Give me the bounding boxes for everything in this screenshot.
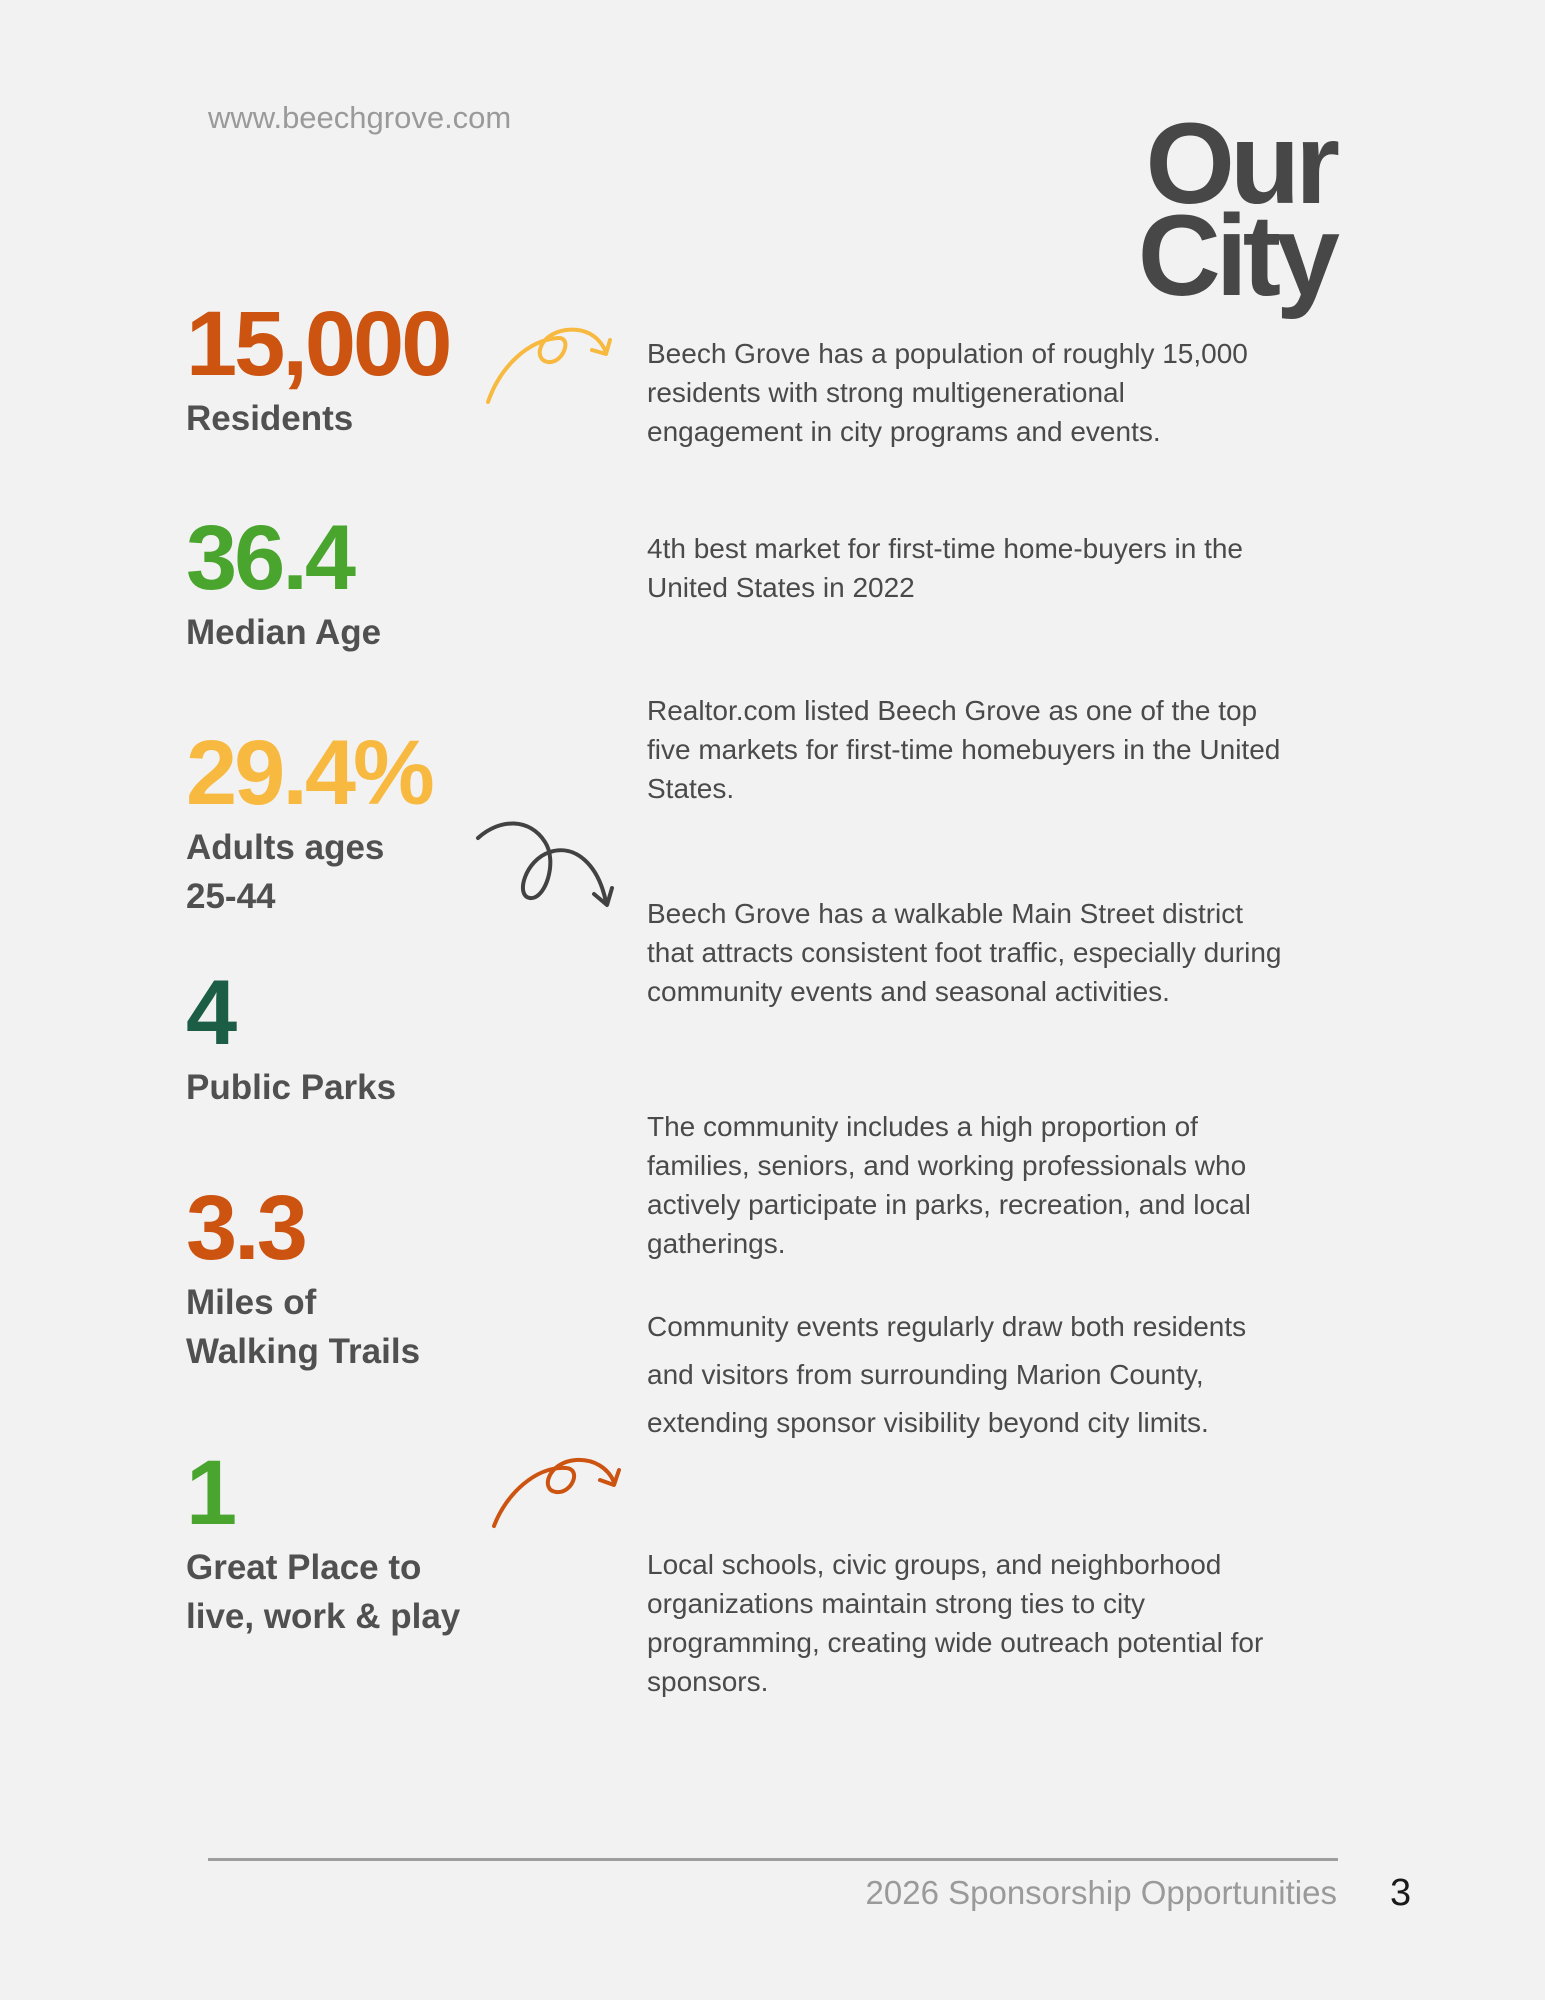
- stat-label: Adults ages 25-44: [186, 828, 385, 916]
- stat-public-parks: [186, 962, 397, 1112]
- stat-residents: [186, 293, 450, 443]
- page-title: [935, 100, 1335, 320]
- stat-adults-25-44: [186, 722, 432, 921]
- title-line-1: Our: [1145, 100, 1335, 228]
- paragraph-schools: Local schools, civic groups, and neighborhood organizations maintain strong ties to city programming, creating wide outreach potential for sponsors.: [647, 1549, 1264, 1697]
- title-line-2: City: [1137, 192, 1335, 320]
- stat-label: Residents: [186, 399, 354, 438]
- stat-value: 1: [186, 1442, 235, 1544]
- paragraph-homebuyers-rank: 4th best market for first-time home-buyers in the United States in 2022: [647, 533, 1243, 603]
- curly-arrow-icon: [470, 812, 620, 912]
- stat-label: Miles of Walking Trails: [186, 1283, 421, 1371]
- stat-label: Great Place to live, work & play: [186, 1548, 461, 1636]
- footer-title: 2026 Sponsorship Opportunities: [865, 1874, 1337, 1911]
- stat-value: 3.3: [186, 1177, 305, 1279]
- paragraph-realtor: Realtor.com listed Beech Grove as one of the top five markets for first-time homebuyers in the United States.: [647, 695, 1281, 804]
- stat-median-age: [186, 507, 382, 657]
- footer-divider: [208, 1858, 1338, 1861]
- website-url[interactable]: www.beechgrove.com: [208, 100, 512, 135]
- curly-arrow-icon: [488, 1450, 628, 1540]
- curly-arrow-icon: [478, 322, 618, 412]
- paragraph-population: Beech Grove has a population of roughly 15,000 residents with strong multigenerational engagement in city programs and events.: [647, 338, 1248, 447]
- stat-value: 4: [186, 962, 235, 1064]
- stat-value: 15,000: [186, 293, 450, 395]
- paragraph-community: The community includes a high proportion of families, seniors, and working professionals who actively participate in parks, recreation, and local gatherings.: [647, 1111, 1251, 1259]
- stat-label: Median Age: [186, 613, 382, 652]
- paragraph-events: Community events regularly draw both residents and visitors from surrounding Marion County, extending sponsor visibility beyond city limits.: [647, 1311, 1247, 1438]
- paragraph-main-street: Beech Grove has a walkable Main Street district that attracts consistent foot traffic, especially during community events and seasonal activities.: [647, 898, 1282, 1007]
- stat-value: 36.4: [186, 507, 354, 609]
- stat-value: 29.4%: [186, 722, 432, 824]
- stat-label: Public Parks: [186, 1068, 397, 1107]
- stat-walking-trails: [186, 1177, 421, 1376]
- page-number: 3: [1390, 1872, 1412, 1914]
- stat-great-place: [186, 1442, 461, 1641]
